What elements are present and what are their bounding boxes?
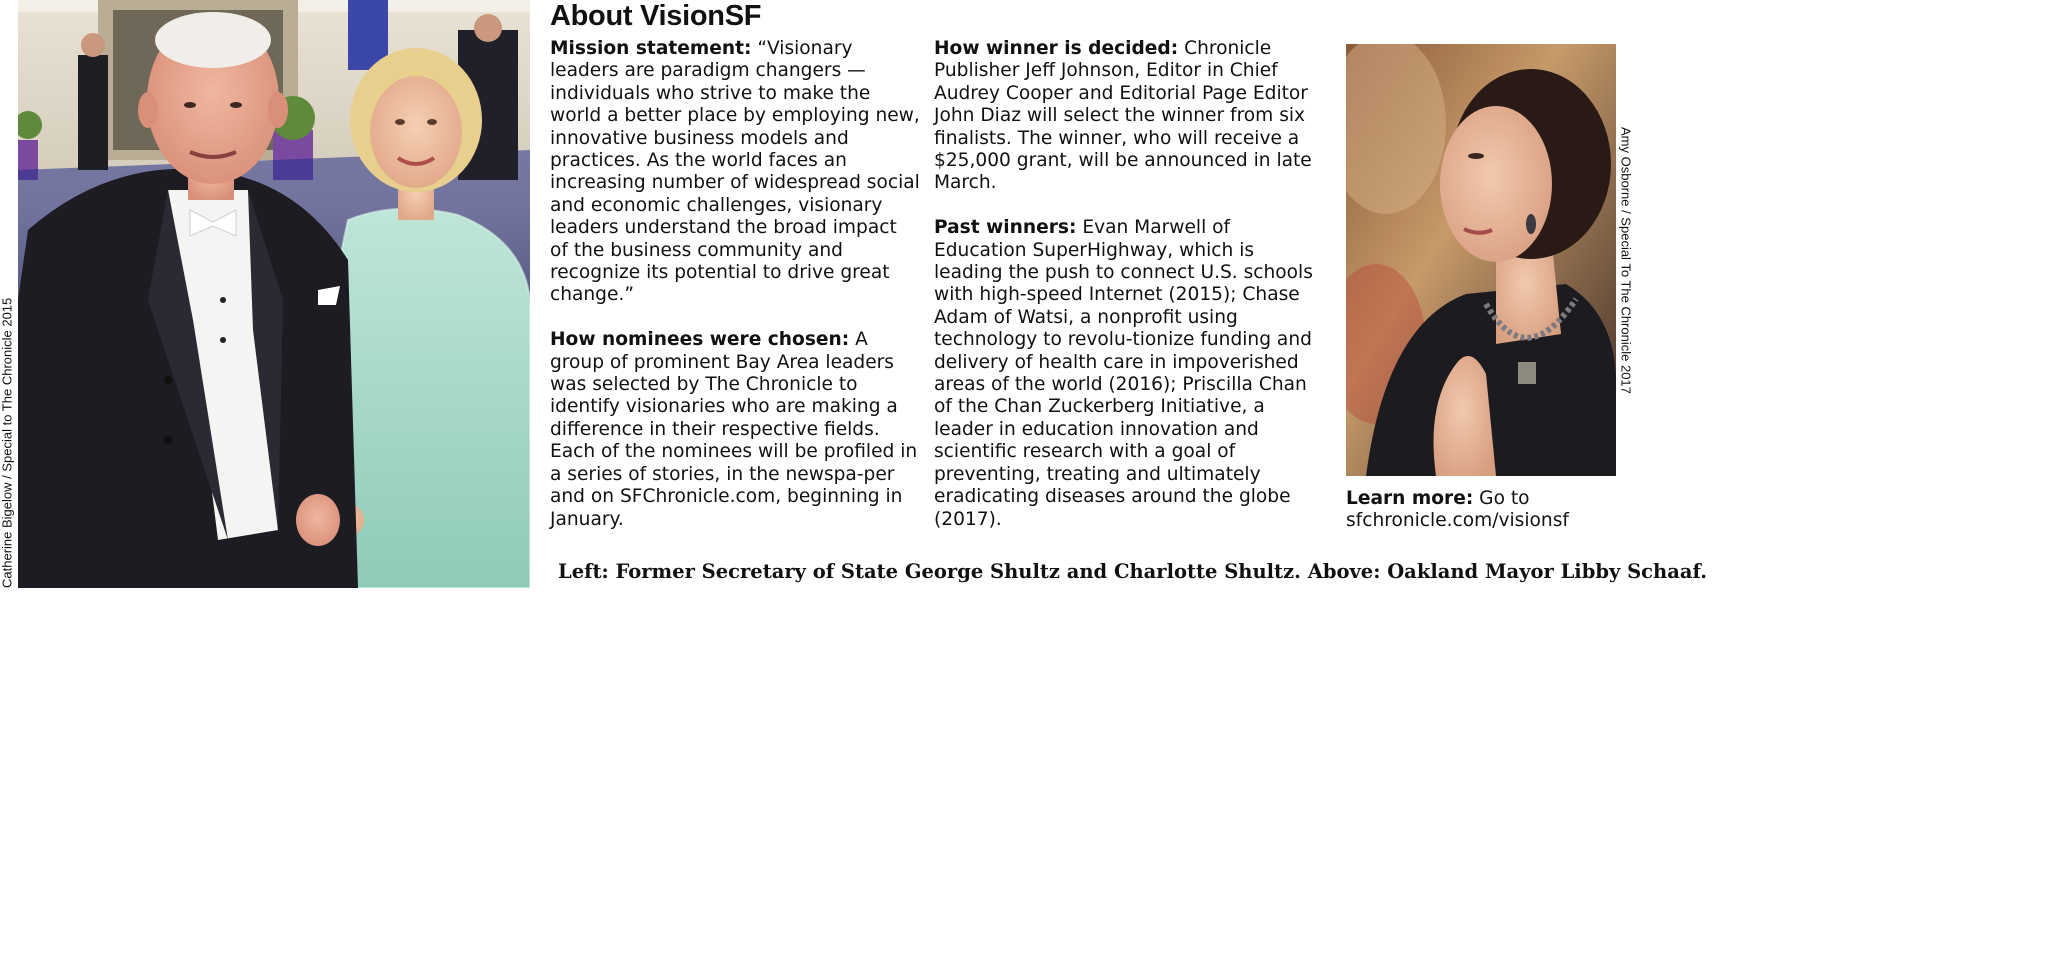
past-winners-text: Evan Marwell of Education SuperHighway, which is leading the push to connect U.S. schools with high-speed Internet (2015); Chase Adam of Watsi, a nonprofit using technology to revolu-tionize funding and delivery of health care in impoverished areas of the world (2016); Priscilla Chan of the Chan Zuckerberg Initiative, a leader in education innovation and scientific research with a goal of preventing, treating and ultimately eradicating diseases around the globe (2017). <box>934 217 1313 530</box>
article-column-1 <box>550 38 920 553</box>
right-photo-credit: Amy Osborne / Special To The Chronicle 2017 <box>1618 126 1634 394</box>
nominees-text: A group of prominent Bay Area leaders was selected by The Chronicle to identify visionaries who are making a difference in their respective fields. Each of the nominees will be profiled in a series of stories, in the newspa-per and on SFChronicle.com, beginning in January. <box>550 329 918 530</box>
learn-more-text: Go to sfchronicle.com/visionsf <box>1346 488 1569 532</box>
mission-lead: Mission statement: <box>550 38 752 59</box>
left-photo-credit: Catherine Bigelow / Special to The Chronicle 2015 <box>0 297 15 588</box>
nominees-lead: How nominees were chosen: <box>550 329 850 351</box>
shultz-photo <box>18 0 530 588</box>
article-column-2 <box>934 38 1319 553</box>
winner-paragraph <box>934 38 1319 195</box>
learn-more-paragraph <box>1346 488 1636 533</box>
winner-lead: How winner is decided: <box>934 38 1179 59</box>
mission-text: “Visionary leaders are paradigm changers — individuals who strive to make the world a better place by employing new, innovative business models and practices. As the world faces an increasing number of widespread social and economic challenges, visionary leaders understand the broad impact of the business community and recognize its potential to drive great change.” <box>550 38 920 306</box>
article-headline: About VisionSF <box>550 0 762 32</box>
mission-paragraph <box>550 38 920 307</box>
past-winners-paragraph <box>934 217 1319 531</box>
learn-more-lead: Learn more: <box>1346 488 1474 509</box>
winner-text: Chronicle Publisher Jeff Johnson, Editor in Chief Audrey Cooper and Editorial Page Editor John Diaz will select the winner from six finalists. The winner, who will receive a $25,000 grant, will be announced in late March. <box>934 38 1312 194</box>
photo-caption: Left: Former Secretary of State George Shultz and Charlotte Shultz. Above: Oakland Mayor Libby Schaaf. <box>558 560 1707 583</box>
schaaf-photo <box>1346 44 1616 476</box>
past-winners-lead: Past winners: <box>934 217 1077 239</box>
shultz-photo-illustration <box>18 0 530 588</box>
schaaf-photo-illustration <box>1346 44 1616 476</box>
nominees-paragraph <box>550 329 920 531</box>
